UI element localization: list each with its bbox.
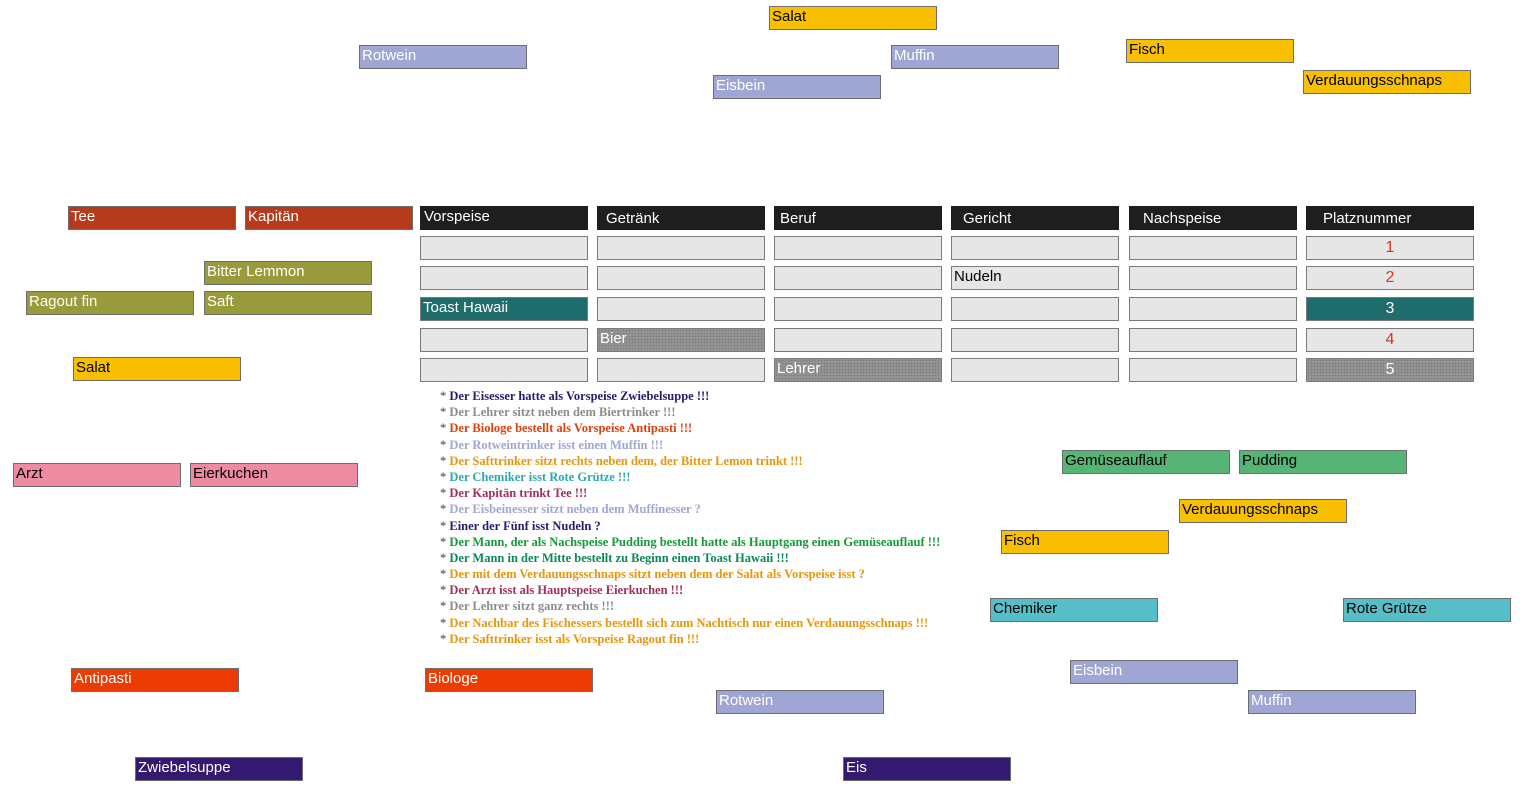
clue-bullet: * (440, 583, 447, 598)
header-platznummer: Platznummer (1306, 206, 1474, 230)
clue-item (440, 582, 1020, 598)
clue-text: Der Rotweintrinker isst einen Muffin !!! (449, 437, 664, 452)
card-rote-gruetze[interactable]: Rote Grütze (1343, 598, 1511, 622)
card-rotwein[interactable]: Rotwein (359, 45, 527, 69)
clue-item (440, 518, 1020, 534)
card-eisbein-bottom[interactable]: Eisbein (1070, 660, 1238, 684)
slot-r1-platznummer: 1 (1306, 236, 1474, 260)
clue-list (440, 388, 1020, 647)
clue-bullet: * (440, 486, 447, 501)
clue-text: Der Eisbeinesser sitzt neben dem Muffinesser ? (449, 502, 701, 517)
clue-text: Der Nachbar des Fischessers bestellt sich zum Nachtisch nur einen Verdauungsschnaps !!! (449, 615, 929, 630)
slot-r4-beruf[interactable] (774, 328, 942, 352)
card-arzt[interactable]: Arzt (13, 463, 181, 487)
clue-bullet: * (440, 389, 447, 403)
slot-r5-platznummer: 5 (1306, 358, 1474, 382)
card-eisbein[interactable]: Eisbein (713, 75, 881, 99)
slot-r5-nachspeise[interactable] (1129, 358, 1297, 382)
clue-item (440, 615, 1020, 631)
card-verdauungsschnaps[interactable]: Verdauungsschnaps (1303, 70, 1471, 94)
slot-r4-getraenk[interactable]: Bier (597, 328, 765, 352)
card-rotwein-bottom[interactable]: Rotwein (716, 690, 884, 714)
slot-r3-platznummer: 3 (1306, 297, 1474, 321)
card-gemueseauflauf[interactable]: Gemüseauflauf (1062, 450, 1230, 474)
clue-item (440, 550, 1020, 566)
clue-text: Der Chemiker isst Rote Grütze !!! (449, 469, 631, 484)
clue-bullet: * (440, 550, 447, 565)
clue-text: Der Lehrer sitzt neben dem Biertrinker !!! (449, 405, 676, 420)
clue-item (440, 453, 1020, 469)
clue-bullet: * (440, 599, 447, 614)
clue-bullet: * (440, 615, 447, 630)
slot-r1-nachspeise[interactable] (1129, 236, 1297, 260)
slot-r4-platznummer: 4 (1306, 328, 1474, 352)
clue-item (440, 485, 1020, 501)
card-salat-left[interactable]: Salat (73, 357, 241, 381)
card-tee[interactable]: Tee (68, 206, 236, 230)
card-eis[interactable]: Eis (843, 757, 1011, 781)
slot-r1-beruf[interactable] (774, 236, 942, 260)
slot-r3-gericht[interactable] (951, 297, 1119, 321)
slot-r2-gericht[interactable]: Nudeln (951, 266, 1119, 290)
card-salat[interactable]: Salat (769, 6, 937, 30)
slot-r1-vorspeise[interactable] (420, 236, 588, 260)
clue-item (440, 566, 1020, 582)
header-nachspeise: Nachspeise (1129, 206, 1297, 230)
clue-text: Einer der Fünf isst Nudeln ? (449, 518, 601, 533)
clue-bullet: * (440, 502, 447, 517)
clue-text: Der Kapitän trinkt Tee !!! (449, 486, 588, 501)
card-eierkuchen[interactable]: Eierkuchen (190, 463, 358, 487)
clue-bullet: * (440, 421, 447, 436)
card-chemiker[interactable]: Chemiker (990, 598, 1158, 622)
card-bitter-lemmon[interactable]: Bitter Lemmon (204, 261, 372, 285)
clue-item (440, 501, 1020, 517)
card-pudding[interactable]: Pudding (1239, 450, 1407, 474)
card-kapitaen[interactable]: Kapitän (245, 206, 413, 230)
clue-item (440, 437, 1020, 453)
clue-bullet: * (440, 437, 447, 452)
slot-r3-nachspeise[interactable] (1129, 297, 1297, 321)
card-muffin[interactable]: Muffin (891, 45, 1059, 69)
slot-r5-gericht[interactable] (951, 358, 1119, 382)
clue-text: Der Lehrer sitzt ganz rechts !!! (449, 599, 615, 614)
clue-text: Der Safttrinker sitzt rechts neben dem, der Bitter Lemon trinkt !!! (449, 453, 803, 468)
clue-bullet: * (440, 518, 447, 533)
slot-r2-getraenk[interactable] (597, 266, 765, 290)
card-fisch-right[interactable]: Fisch (1001, 530, 1169, 554)
slot-r2-vorspeise[interactable] (420, 266, 588, 290)
slot-r4-nachspeise[interactable] (1129, 328, 1297, 352)
slot-r2-beruf[interactable] (774, 266, 942, 290)
card-zwiebelsuppe[interactable]: Zwiebelsuppe (135, 757, 303, 781)
clue-text: Der Arzt isst als Hauptspeise Eierkuchen !!! (449, 583, 684, 598)
clue-item (440, 469, 1020, 485)
clue-text: Der mit dem Verdauungsschnaps sitzt neben dem der Salat als Vorspeise isst ? (449, 567, 865, 582)
slot-r5-vorspeise[interactable] (420, 358, 588, 382)
clue-bullet: * (440, 631, 447, 646)
clue-item (440, 420, 1020, 436)
slot-r2-platznummer: 2 (1306, 266, 1474, 290)
slot-r5-getraenk[interactable] (597, 358, 765, 382)
slot-r2-nachspeise[interactable] (1129, 266, 1297, 290)
slot-r3-beruf[interactable] (774, 297, 942, 321)
clue-bullet: * (440, 405, 447, 420)
slot-r4-gericht[interactable] (951, 328, 1119, 352)
clue-text: Der Eisesser hatte als Vorspeise Zwiebelsuppe !!! (449, 389, 710, 403)
clue-item (440, 598, 1020, 614)
slot-r5-beruf[interactable]: Lehrer (774, 358, 942, 382)
card-biologe[interactable]: Biologe (425, 668, 593, 692)
clue-bullet: * (440, 567, 447, 582)
card-antipasti[interactable]: Antipasti (71, 668, 239, 692)
slot-r3-vorspeise[interactable]: Toast Hawaii (420, 297, 588, 321)
header-beruf: Beruf (774, 206, 942, 230)
slot-r1-gericht[interactable] (951, 236, 1119, 260)
slot-r4-vorspeise[interactable] (420, 328, 588, 352)
card-verdauungsschnaps-right[interactable]: Verdauungsschnaps (1179, 499, 1347, 523)
clue-bullet: * (440, 453, 447, 468)
card-ragout-fin[interactable]: Ragout fin (26, 291, 194, 315)
clue-text: Der Mann in der Mitte bestellt zu Beginn einen Toast Hawaii !!! (449, 550, 789, 565)
clue-bullet: * (440, 534, 447, 549)
card-saft[interactable]: Saft (204, 291, 372, 315)
clue-text: Der Safttrinker isst als Vorspeise Ragout fin !!! (449, 631, 700, 646)
card-fisch[interactable]: Fisch (1126, 39, 1294, 63)
clue-text: Der Mann, der als Nachspeise Pudding bestellt hatte als Hauptgang einen Gemüseauflauf !!! (449, 534, 941, 549)
header-getraenk: Getränk (597, 206, 765, 230)
header-vorspeise: Vorspeise (420, 206, 588, 230)
clue-text: Der Biologe bestellt als Vorspeise Antipasti !!! (449, 421, 693, 436)
slot-r1-getraenk[interactable] (597, 236, 765, 260)
header-gericht: Gericht (951, 206, 1119, 230)
card-muffin-bottom[interactable]: Muffin (1248, 690, 1416, 714)
clue-item (440, 404, 1020, 420)
clue-bullet: * (440, 469, 447, 484)
slot-r3-getraenk[interactable] (597, 297, 765, 321)
clue-item (440, 388, 1020, 404)
clue-item (440, 631, 1020, 647)
clue-item (440, 534, 1020, 550)
